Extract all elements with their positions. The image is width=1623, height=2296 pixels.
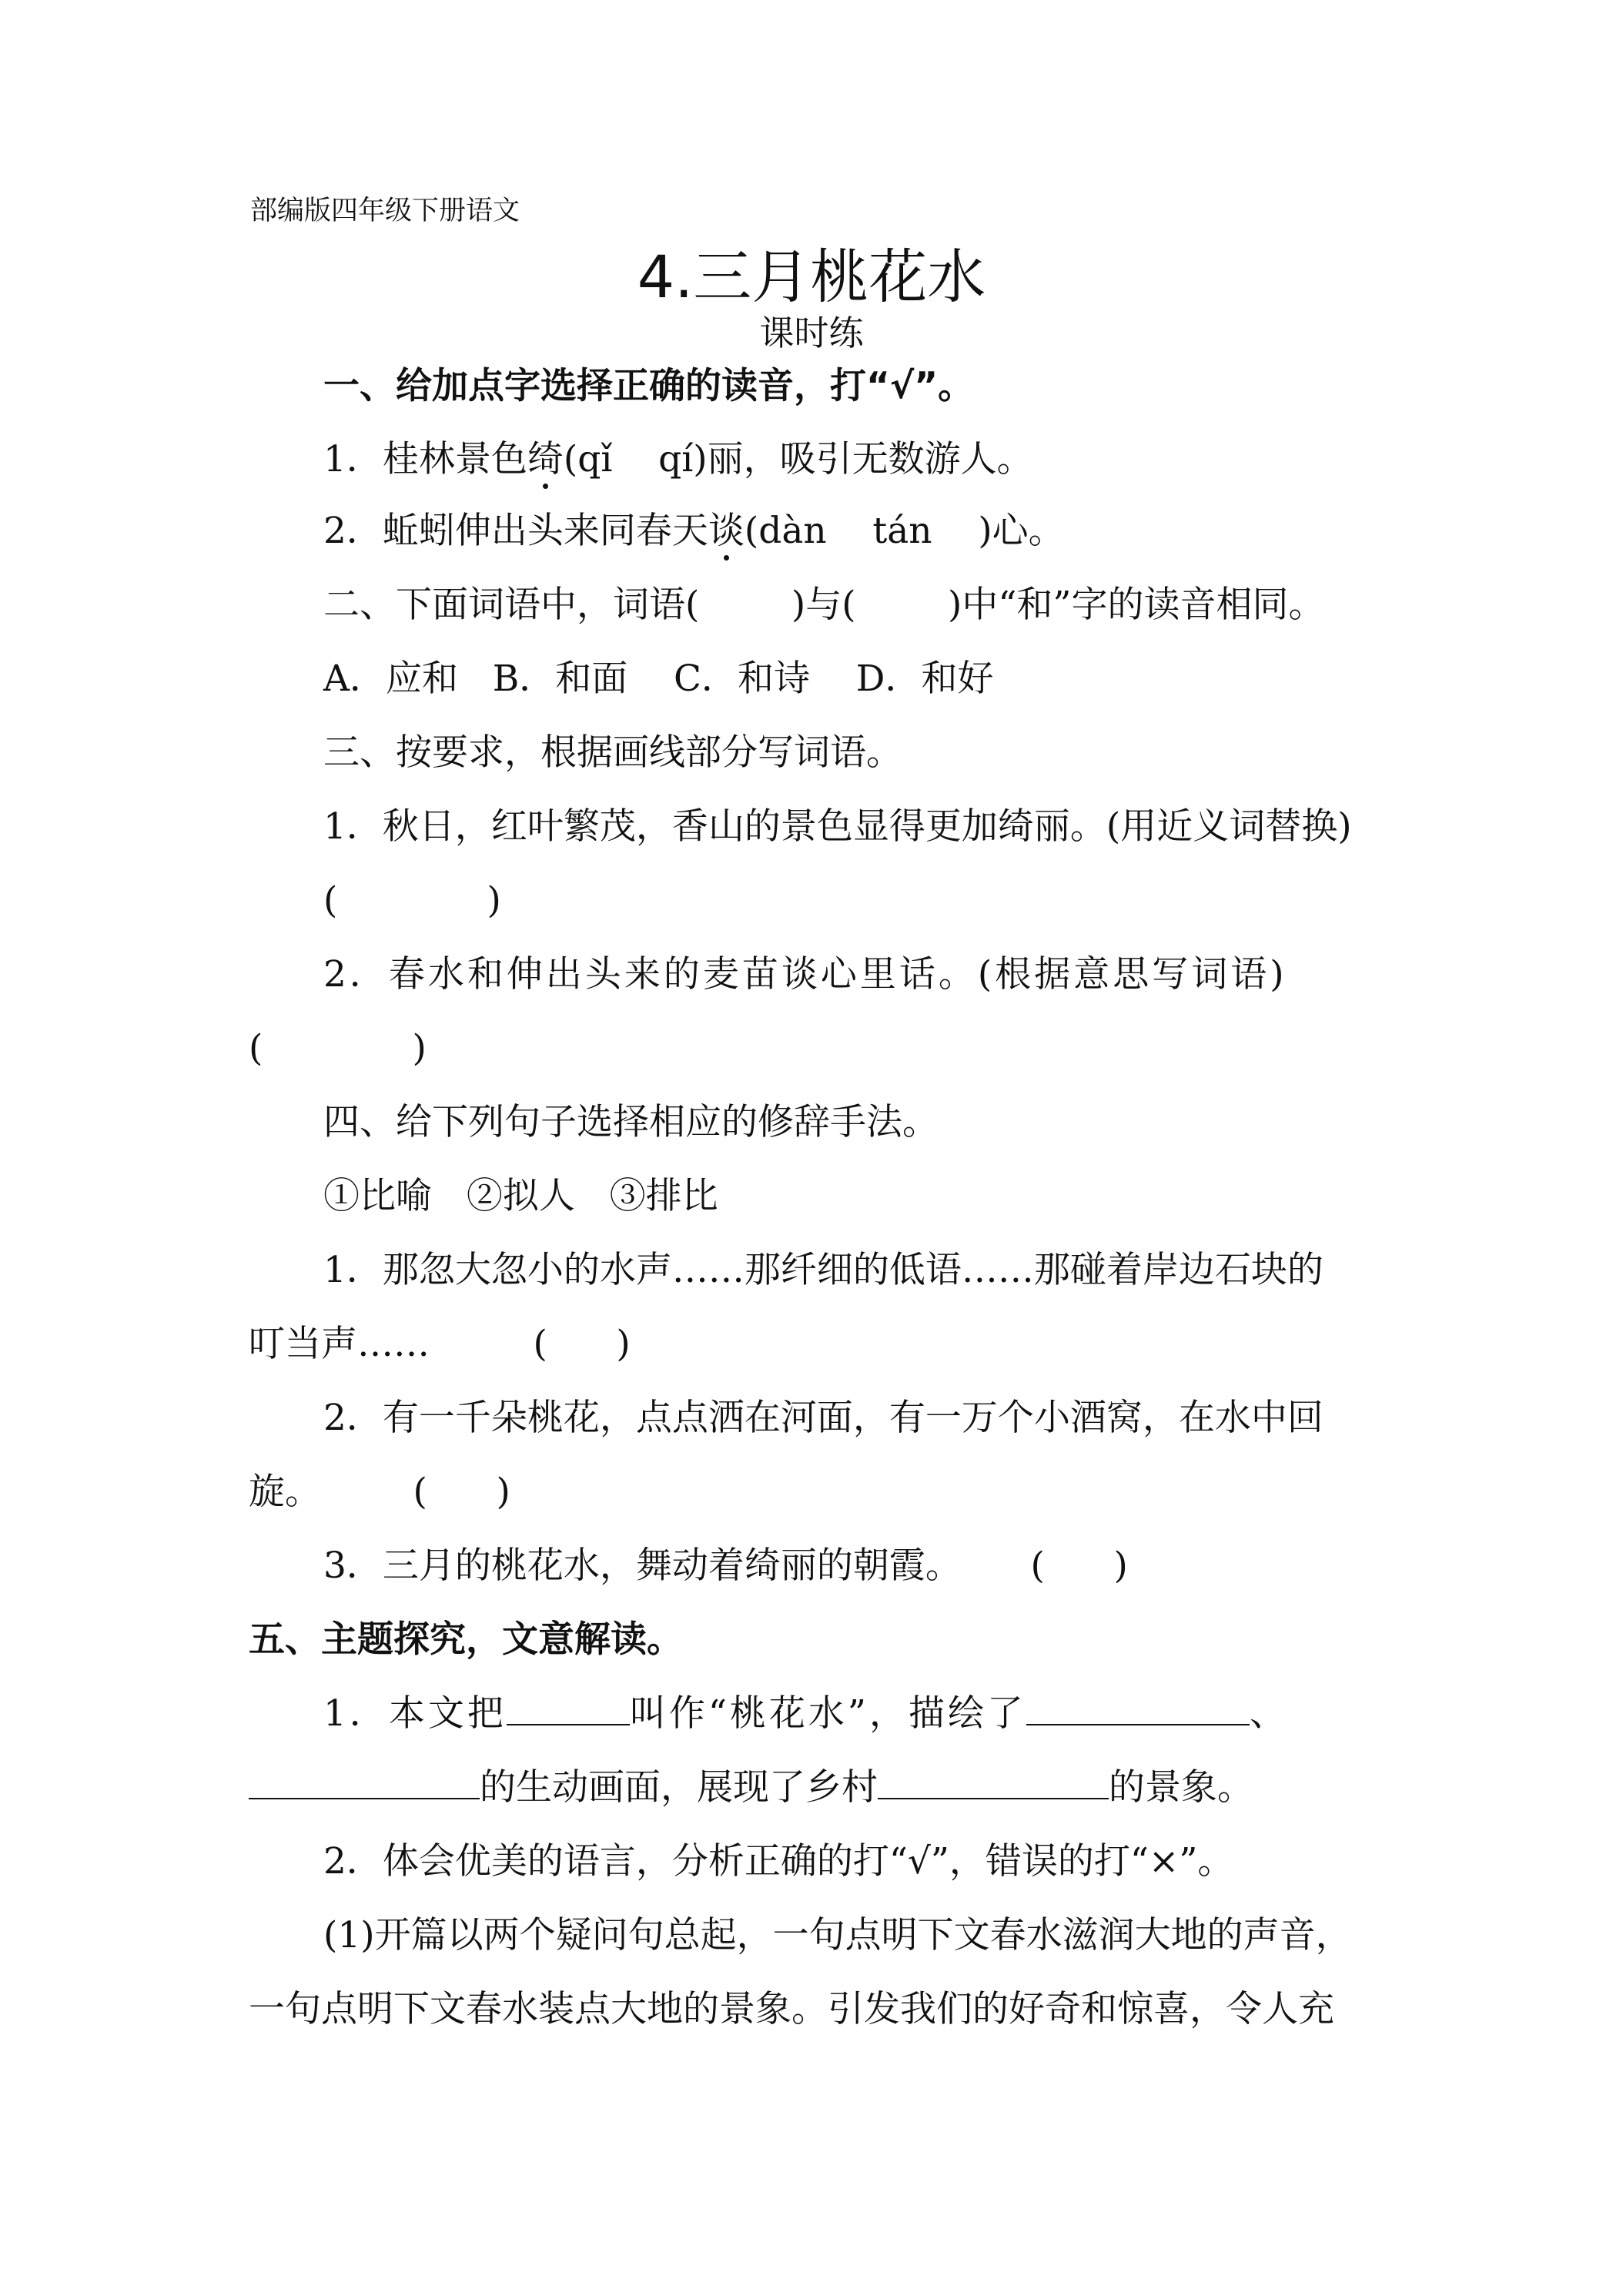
s1-q2-text-b: (dàn tán )心。 [744,510,1065,552]
s1-question-1 [323,437,1033,483]
s4-options: ①比喻 ②拟人 ③排比 [323,1175,718,1217]
s1-question-2 [323,508,1065,554]
section-1-heading: 一、给加点字选择正确的读音，打“√”。 [323,365,975,407]
s5-q1-text-e: 的景象。 [1109,1766,1253,1809]
s2-options: A．应和 B．和面 C．和诗 D．和好 [323,658,994,700]
s5-q1-text-c: 、 [1249,1692,1289,1735]
answer-blank[interactable] [507,1692,630,1725]
s1-q1-text-b: (qǐ qí)丽，吸引无数游人。 [563,438,1033,480]
lesson-title: 4.三月桃花水 [637,243,986,311]
book-header: 部编版四年级下册语文 [250,196,520,226]
section-5-heading: 五、主题探究，文意解读。 [249,1618,683,1661]
section-2-heading: 二、下面词语中，词语( )与( )中“和”字的读音相同。 [323,584,1325,626]
answer-blank[interactable] [878,1766,1109,1799]
s4-question-3: 3．三月的桃花水，舞动着绮丽的朝霞。 ( ) [323,1545,1128,1587]
s5-question-2: 2．体会优美的语言，分析正确的打“√”，错误的打“×”。 [323,1840,1234,1883]
s5-paragraph-1-line-2: 一句点明下文春水装点大地的景象。引发我们的好奇和惊喜，令人充 [249,1988,1334,2030]
s5-question-1-line-1 [323,1691,1289,1737]
s4-question-2-line-1: 2．有一千朵桃花，点点洒在河面，有一万个小酒窝，在水中回 [323,1397,1323,1439]
lesson-subtitle: 课时练 [759,313,864,353]
answer-blank[interactable] [1026,1692,1250,1725]
s3-q2-answer: ( ) [249,1027,427,1069]
s1-q1-dotted-char: 绮 [527,437,564,483]
s3-question-2: 2．春水和伸出头来的麦苗谈心里话。(根据意思写词语) [323,953,1287,996]
s5-q1-text-d: 的生动画面，展现了乡村 [480,1766,878,1809]
s3-question-1: 1．秋日，红叶繁茂，香山的景色显得更加绮丽。(用近义词替换) [323,805,1352,848]
section-3-heading: 三、按要求，根据画线部分写词语。 [323,731,902,774]
s1-q2-dotted-char: 谈 [708,508,745,554]
s4-question-2-line-2: 旋。 ( ) [249,1471,510,1513]
section-4-heading: 四、给下列句子选择相应的修辞手法。 [323,1101,939,1143]
s1-q2-text-a: 2．蚯蚓伸出头来同春天 [323,510,708,552]
s5-q1-text-a: 1．本文把 [323,1692,507,1735]
s5-question-1-line-2 [249,1765,1253,1811]
s5-q1-text-b: 叫作“桃花水”，描绘了 [629,1692,1026,1735]
s5-paragraph-1-line-1: (1)开篇以两个疑问句总起，一句点明下文春水滋润大地的声音， [323,1914,1352,1956]
s4-question-1-line-2: 叮当声…… ( ) [249,1323,631,1365]
answer-blank[interactable] [249,1766,480,1799]
s4-question-1-line-1: 1．那忽大忽小的水声……那纤细的低语……那碰着岸边石块的 [323,1249,1323,1291]
s3-q1-answer: ( ) [323,879,501,922]
s1-q1-text-a: 1．桂林景色 [323,438,527,480]
